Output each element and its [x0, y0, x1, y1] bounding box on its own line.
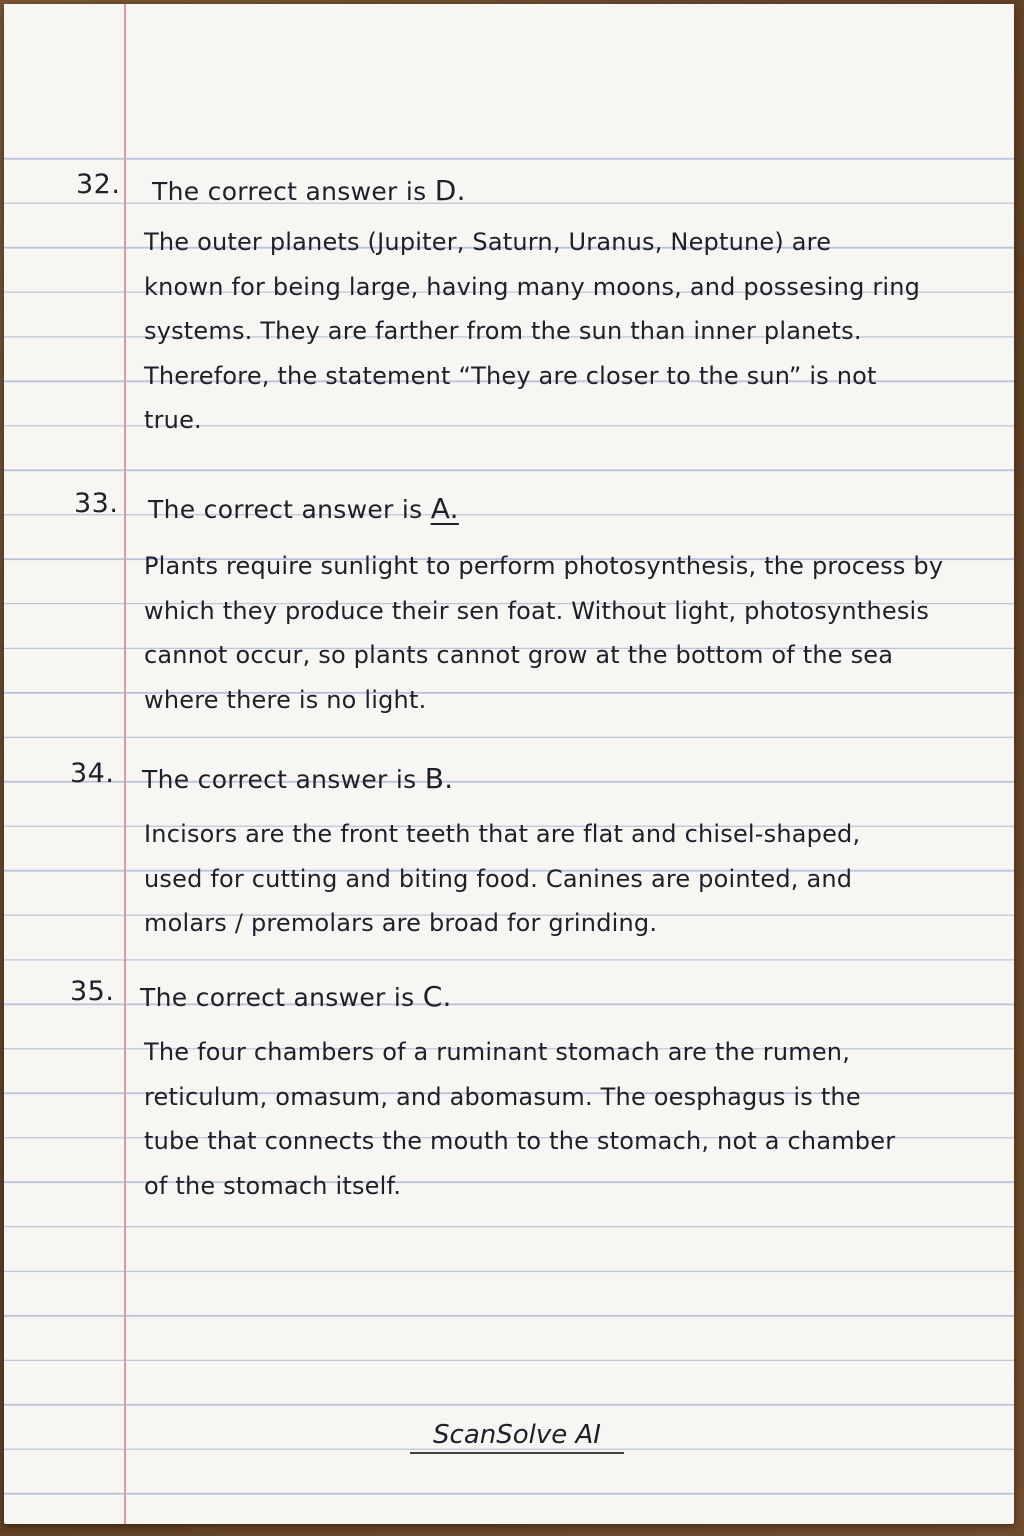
lined-paper-sheet: [4, 4, 1014, 1524]
answer-heading-32: [152, 174, 466, 207]
explanation-32: The outer planets (Jupiter, Saturn, Uranus, Neptune) are known for being large, having many moons, and possesing ring systems. They are farther from the sun than inner planets. Therefore, the statement “They are closer to the sun” is not true.: [144, 228, 921, 434]
question-number-35: 35.: [70, 976, 115, 1007]
answer-choice-35: C.: [422, 980, 452, 1013]
question-number-34: 34.: [70, 758, 115, 789]
footer-signature: ScanSolve AI: [410, 1420, 624, 1454]
answer-choice-33: A.: [430, 492, 459, 525]
answer-heading-33: [148, 492, 459, 525]
explanation-34: Incisors are the front teeth that are flat and chisel-shaped, used for cutting and biting food. Canines are pointed, and molars / premolars are broad for grinding.: [144, 820, 861, 937]
answer-lead-35: The correct answer is: [140, 983, 415, 1012]
question-number-33: 33.: [74, 488, 119, 519]
answer-lead-32: The correct answer is: [152, 177, 427, 206]
question-number-32: 32.: [76, 169, 121, 200]
answer-choice-32: D.: [434, 174, 466, 207]
answer-lead-33: The correct answer is: [148, 495, 423, 524]
explanation-35: The four chambers of a ruminant stomach are the rumen, reticulum, omasum, and abomasum. The oesphagus is the tube that connects the mouth to the stomach, not a chamber of the stomach itself.: [144, 1038, 896, 1200]
answer-heading-35: [140, 980, 452, 1013]
answer-choice-34: B.: [424, 762, 454, 795]
answer-heading-34: [142, 762, 453, 795]
answer-sheet: [4, 4, 1014, 1524]
answer-lead-34: The correct answer is: [142, 765, 417, 794]
explanation-33: Plants require sunlight to perform photosynthesis, the process by which they produce their sen foat. Without light, photosynthesis cannot occur, so plants cannot grow at the bottom of the sea where there is no light.: [144, 552, 944, 714]
